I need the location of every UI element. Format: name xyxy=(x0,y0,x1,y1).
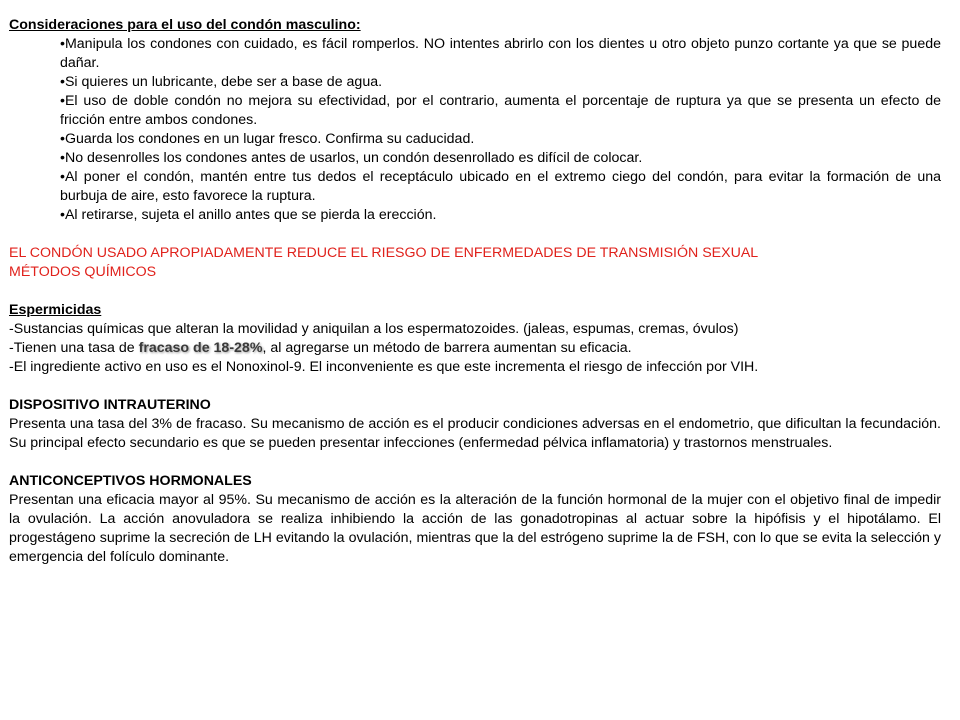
condon-bullet: •No desenrolles los condones antes de usarlos, un condón desenrollado es difícil de colocar. xyxy=(60,150,643,166)
espermicidas-title: Espermicidas xyxy=(9,302,102,318)
chemical-methods-heading: MÉTODOS QUÍMICOS xyxy=(9,264,157,280)
condon-section-title: Consideraciones para el uso del condón masculino: xyxy=(9,17,361,33)
spacer xyxy=(9,282,941,301)
diu-body: Presenta una tasa del 3% de fracaso. Su mecanismo de acción es el producir condiciones adversas en el endometrio, que dificultan la fecundación. Su principal efecto secundario es que se pueden presentar infecciones (enfermedad pélvica inflamatoria) y trastornos menstruales. xyxy=(9,416,941,451)
spacer xyxy=(9,453,941,472)
espermicidas-line xyxy=(9,339,941,358)
espermicidas-line-text: , al agregarse un método de barrera aumentan su eficacia. xyxy=(262,340,632,356)
condon-bullet: •Al poner el condón, mantén entre tus dedos el receptáculo ubicado en el extremo ciego del condón, para evitar la formación de una burbuja de aire, esto favorece la ruptura. xyxy=(60,169,941,204)
slide-content xyxy=(9,16,941,567)
condon-bullet-list xyxy=(9,35,941,225)
espermicidas-line: -Sustancias químicas que alteran la movilidad y aniquilan a los espermatozoides. (jaleas, espumas, cremas, óvulos) xyxy=(9,321,739,337)
hormonales-body: Presentan una eficacia mayor al 95%. Su mecanismo de acción es la alteración de la función hormonal de la mujer con el objetivo final de impedir la ovulación. La acción anovuladora se realiza inhibiendo la acción de las gonadotropinas al actuar sobre la hipófisis y el hipotálamo. El progestágeno suprime la secreción de LH evitando la ovulación, mientras que la del estrógeno suprime la de FSH, con lo que se evita la selección y emergencia del folículo dominante. xyxy=(9,492,941,565)
spacer xyxy=(9,225,941,244)
espermicidas-line-text: -Tienen una tasa de xyxy=(9,340,139,356)
condon-bullet: •Manipula los condones con cuidado, es fácil romperlos. NO intentes abrirlo con los dientes u otro objeto punzo cortante ya que se puede dañar. xyxy=(60,36,941,71)
hormonales-title: ANTICONCEPTIVOS HORMONALES xyxy=(9,473,252,489)
espermicidas-line: -El ingrediente activo en uso es el Nonoxinol-9. El inconveniente es que este incrementa el riesgo de infección por VIH. xyxy=(9,359,759,375)
condon-bullet: •Si quieres un lubricante, debe ser a base de agua. xyxy=(60,74,383,90)
condon-bullet: •Guarda los condones en un lugar fresco. Confirma su caducidad. xyxy=(60,131,475,147)
failure-rate-highlight: fracaso de 18-28% xyxy=(138,340,263,356)
condon-bullet: •Al retirarse, sujeta el anillo antes que se pierda la erección. xyxy=(60,207,437,223)
condon-bullet: •El uso de doble condón no mejora su efectividad, por el contrario, aumenta el porcentaje de ruptura ya que se presenta un efecto de fricción entre ambos condones. xyxy=(60,93,941,128)
spacer xyxy=(9,377,941,396)
diu-title: DISPOSITIVO INTRAUTERINO xyxy=(9,397,211,413)
condon-notice: EL CONDÓN USADO APROPIADAMENTE REDUCE EL RIESGO DE ENFERMEDADES DE TRANSMISIÓN SEXUAL xyxy=(9,245,759,261)
